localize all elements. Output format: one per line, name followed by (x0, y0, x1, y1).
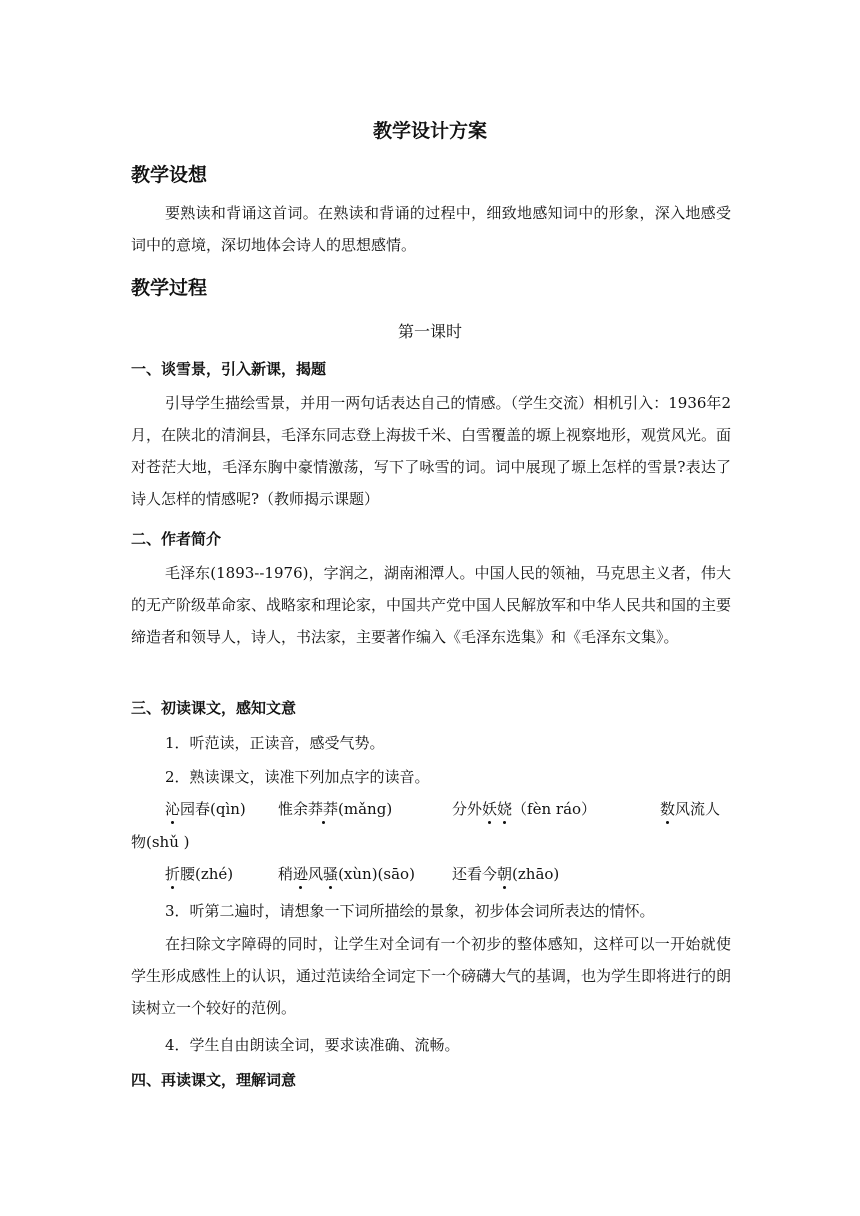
pronunciation-entry: 惟余莽莽(mǎng) (278, 800, 393, 818)
pronunciation-entry: 分外妖娆（fèn ráo） (452, 800, 597, 818)
dotted-char: 娆 (497, 800, 513, 818)
part-heading-4: 四、再读课文，理解词意 (131, 1071, 297, 1089)
pronunciation-entry: 沁园春(qìn) (165, 800, 246, 818)
dotted-char: 骚 (323, 865, 339, 883)
list-item-4: 4．学生自由朗读全词，要求读准确、流畅。 (165, 1036, 460, 1054)
part-heading-2: 二、作者简介 (131, 530, 222, 548)
dotted-char: 莽莽 (308, 800, 339, 818)
pronunciation-entry: 折腰(zhé) (165, 865, 234, 883)
lesson-title: 第一课时 (397, 322, 462, 341)
paragraph-part-1: 引导学生描绘雪景，并用一两句话表达自己的情感。（学生交流）相机引入：1936年2月，在陕北的清涧县，毛泽东同志登上海拔千米、白雪覆盖的塬上视察地形，观赏风光。面对苍茫大地，毛泽东胸中豪情激荡，写下了咏雪的词。词中展现了塬上怎样的雪景?表达了诗人怎样的情感呢?（教师揭示课题） (131, 394, 732, 508)
dotted-char: 朝 (497, 865, 513, 883)
paragraph-part-2: 毛泽东(1893--1976)，字润之，湖南湘潭人。中国人民的领袖，马克思主义者，伟大的无产阶级革命家、战略家和理论家，中国共产党中国人民解放军和中华人民共和国的主要缔造者和领导人，诗人，书法家，主要著作编入《毛泽东选集》和《毛泽东文集》。 (131, 564, 732, 646)
pronunciation-entry: 数风流人 (660, 800, 721, 818)
pronunciation-entry: 还看今朝(zhāo) (452, 865, 560, 883)
dotted-char: 数 (660, 800, 676, 818)
dotted-char: 折 (165, 865, 181, 883)
pronunciation-entry-continued: 物(shǔ ) (131, 833, 190, 851)
paragraph-design-idea: 要熟读和背诵这首词。在熟读和背诵的过程中，细致地感知词中的形象，深入地感受词中的意境，深切地体会诗人的思想感情。 (131, 204, 731, 254)
dotted-char: 沁 (165, 800, 181, 818)
part-heading-1: 一、谈雪景，引入新课，揭题 (131, 360, 327, 378)
page-title: 教学设计方案 (372, 120, 487, 142)
section-heading-design-idea: 教学设想 (131, 164, 208, 186)
dotted-char: 妖 (482, 800, 498, 818)
section-heading-teaching-process: 教学过程 (131, 277, 208, 299)
list-item-3: 3．听第二遍时，请想象一下词所描绘的景象，初步体会词所表达的情怀。 (165, 902, 655, 920)
part-heading-3: 三、初读课文，感知文意 (131, 699, 297, 717)
pronunciation-entry: 稍逊风骚(xùn)(sāo) (278, 865, 415, 883)
dotted-char: 逊 (293, 865, 309, 883)
list-item-1: 1．听范读，正读音，感受气势。 (165, 734, 385, 752)
paragraph-item-3-explanation: 在扫除文字障碍的同时，让学生对全词有一个初步的整体感知，这样可以一开始就使学生形成感性上的认识，通过范读给全词定下一个磅礴大气的基调，也为学生即将进行的朗读树立一个较好的范例。 (131, 935, 732, 1017)
list-item-2: 2．熟读课文，读准下列加点字的读音。 (165, 768, 430, 786)
